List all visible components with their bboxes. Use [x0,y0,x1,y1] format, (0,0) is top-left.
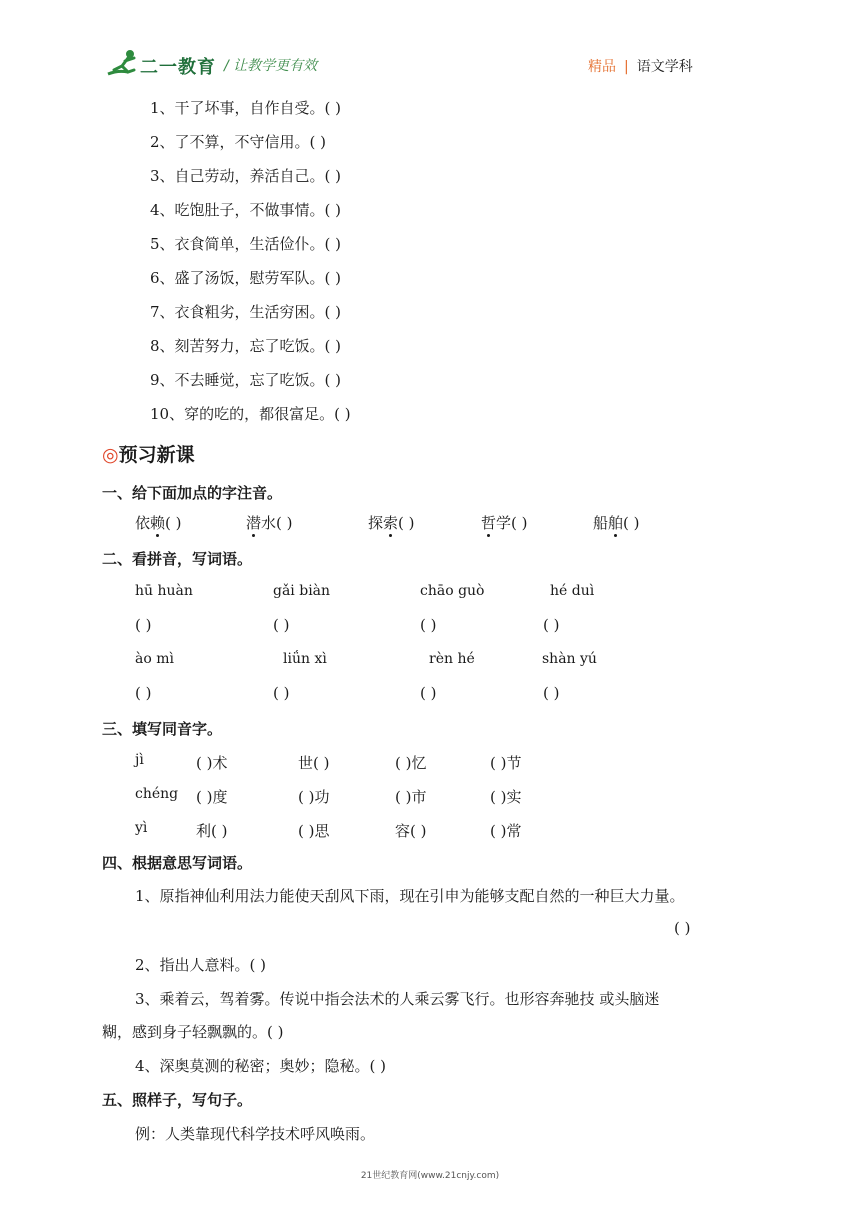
pinyin: hū huàn [135,583,193,599]
q3-cell: ( )市 [395,788,427,806]
q4-item: 4、深奥莫测的秘密；奥妙；隐秘。( ) [135,1057,387,1075]
q3-cell: 容( ) [395,822,427,840]
answer-blank: ( ) [273,684,290,702]
explain-item: 2、了不算，不守信用。( ) [150,133,327,151]
q3-heading: 三、填写同音字。 [102,720,223,738]
page-footer: 21世纪教育网(www.21cnjy.com) [360,1171,500,1181]
explain-item: 8、刻苦努力，忘了吃饭。( ) [150,337,342,355]
q2-heading: 二、看拼音，写词语。 [102,550,253,568]
answer-blank: ( ) [420,684,437,702]
explain-item: 5、衣食简单，生活俭仆。( ) [150,235,342,253]
pinyin: hé duì [550,583,595,599]
subject-label: 语文学科 [636,59,693,75]
q1-item: 探索( ) [368,514,415,532]
header-separator: | [624,59,629,75]
bullet-circle-icon: ◎ [102,444,119,466]
q1-item: 潜水( ) [246,514,293,532]
header-right [588,56,693,76]
q3-pinyin: yì [135,820,148,836]
answer-blank: ( ) [543,684,560,702]
answer-blank: ( ) [273,616,290,634]
explain-item: 4、吃饱肚子，不做事情。( ) [150,201,342,219]
q3-cell: 利( ) [196,822,228,840]
answer-blank: ( ) [135,616,152,634]
q4-item: 糊，感到身子轻飘飘的。( ) [102,1023,284,1041]
section-title [102,440,195,467]
explain-item: 6、盛了汤饭，慰劳军队。( ) [150,269,342,287]
q3-cell: 世( ) [298,754,330,772]
q1-item: 依赖( ) [135,514,182,532]
pinyin: ào mì [135,651,174,667]
pinyin: chāo guò [420,583,485,599]
q3-cell: ( )实 [490,788,522,806]
brand-name: 二一教育 [140,57,216,78]
explain-item: 1、干了坏事，自作自受。( ) [150,99,342,117]
q1-item: 船舶( ) [593,514,640,532]
q5-heading: 五、照样子，写句子。 [102,1091,253,1109]
q5-example: 例：人类靠现代科学技术呼风唤雨。 [135,1125,376,1143]
pinyin: shàn yú [542,651,597,667]
q1-heading: 一、给下面加点的字注音。 [102,484,283,502]
section-title-text: 预习新课 [118,444,195,466]
q4-item: 3、乘着云，驾着雾。传说中指会法术的人乘云雾飞行。也形容奔驰技 或头脑迷 [135,990,660,1008]
explain-item: 10、穿的吃的，都很富足。( ) [150,405,351,423]
q3-cell: ( )度 [196,788,228,806]
q3-cell: ( )常 [490,822,522,840]
q4-heading: 四、根据意思写词语。 [102,854,253,872]
q3-cell: ( )术 [196,754,228,772]
q3-cell: ( )功 [298,788,330,806]
q4-item: 2、指出人意料。( ) [135,956,267,974]
q1-item: 哲学( ) [481,514,528,532]
q3-cell: ( )思 [298,822,330,840]
answer-blank: ( ) [674,919,691,937]
q3-pinyin: jì [135,752,144,768]
q3-pinyin: chéng [135,786,179,802]
answer-blank: ( ) [135,684,152,702]
explain-item: 7、衣食粗劣，生活穷困。( ) [150,303,342,321]
quality-label: 精品 [588,59,616,75]
answer-blank: ( ) [543,616,560,634]
pinyin: rèn hé [429,651,475,667]
answer-blank: ( ) [420,616,437,634]
q4-item: 1、原指神仙利用法力能使天刮风下雨，现在引申为能够支配自然的一种巨大力量。 [135,887,685,905]
pinyin: liǘn xì [283,651,327,667]
slogan: / 让教学更有效 [224,58,318,74]
q3-cell: ( )节 [490,754,522,772]
q3-cell: ( )忆 [395,754,427,772]
explain-item: 3、自己劳动，养活自己。( ) [150,167,342,185]
explain-item: 9、不去睡觉，忘了吃饭。( ) [150,371,342,389]
pinyin: gǎi biàn [273,583,331,599]
